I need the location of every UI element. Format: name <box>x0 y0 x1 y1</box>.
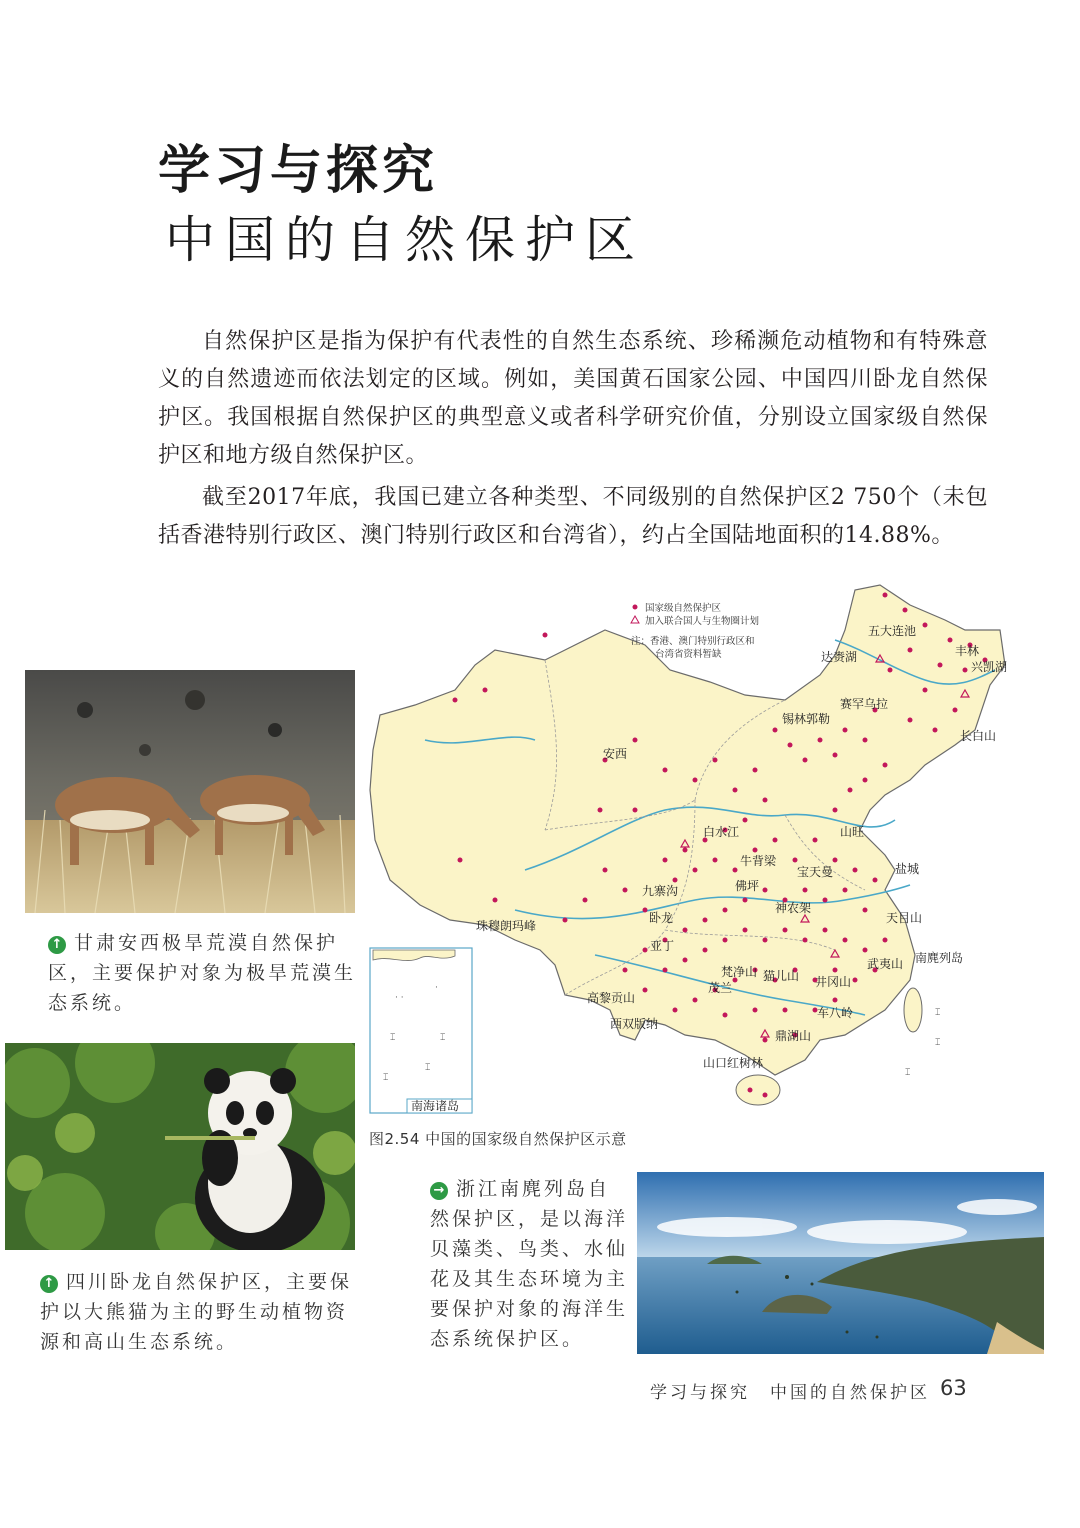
label-baotianman: 宝天曼 <box>797 865 834 879</box>
page-subtitle: 中国的自然保护区 <box>165 211 645 269</box>
label-yancheng: 盐城 <box>895 862 920 876</box>
intro-paragraph: 自然保护区是指为保护有代表性的自然生态系统、珍稀濒危动植物和有特殊意义的自然遗迹而依法划定的区域。例如，美国黄石国家公园、中国四川卧龙自然保护区。我国根据自然保护区的典型意义或者科学研究价值，分别设立国家级自然保护区和地方级自然保护区。 <box>158 329 988 468</box>
label-dinghushan: 鼎湖山 <box>775 1029 812 1043</box>
label-xilinguole: 锡林郭勒 <box>782 712 831 726</box>
south-china-sea-inset <box>370 948 472 1113</box>
label-wuyishan: 武夷山 <box>867 957 904 971</box>
svg-text:⌶: ⌶ <box>425 1063 431 1073</box>
label-chebaling: 车八岭 <box>817 1006 854 1020</box>
label-shanwang: 山旺 <box>840 825 865 839</box>
hainan-shape <box>736 1075 780 1105</box>
wolong-panda-photo <box>5 1043 355 1250</box>
svg-text:⌶: ⌶ <box>935 1008 941 1018</box>
label-wolong: 卧龙 <box>649 911 674 925</box>
nanji-caption: → 浙江南麂列岛自然保护区，是以海洋贝藻类、鸟类、水仙花及其生态环境为主要保护对象的海洋生态系统保护区。 <box>430 1178 629 1350</box>
label-maoershan: 猫儿山 <box>763 969 800 983</box>
legend-mab: 加入联合国人与生物圈计划 <box>645 616 760 627</box>
label-xishuangbanna: 西双版纳 <box>610 1017 659 1031</box>
arrow-right-icon: → <box>430 1182 448 1200</box>
label-wudalianchi: 五大连池 <box>868 624 917 638</box>
label-maolan: 茂兰 <box>708 981 733 995</box>
inset-label: 南海诸岛 <box>411 1099 460 1113</box>
arrow-up-icon: ↑ <box>40 1275 58 1293</box>
label-changbaishan: 长白山 <box>960 729 997 743</box>
arrow-up-icon: ↑ <box>48 936 66 954</box>
svg-text:⌶: ⌶ <box>440 1033 446 1043</box>
svg-text:· ·: · · <box>395 993 404 1003</box>
legend-note-2: 台湾省资料暂缺 <box>655 649 722 660</box>
legend-national: 国家级自然保护区 <box>645 603 722 614</box>
label-niubeiliang: 牛背梁 <box>740 854 777 868</box>
svg-text:·: · <box>435 983 438 993</box>
label-baishuijiang: 白水江 <box>703 825 740 839</box>
label-shennongjia: 神农架 <box>775 901 812 915</box>
svg-text:⌶: ⌶ <box>935 1038 941 1048</box>
svg-text:⌶: ⌶ <box>383 1073 389 1083</box>
figure-caption: 图2.54 中国的国家级自然保护区示意 <box>369 1130 627 1148</box>
label-anxi: 安西 <box>603 747 628 761</box>
label-fenglin: 丰林 <box>955 644 980 658</box>
svg-text:⌶: ⌶ <box>390 1033 396 1043</box>
label-jiuzhaigou: 九寨沟 <box>642 884 679 898</box>
legend-note-1: 注：香港、澳门特别行政区和 <box>631 636 755 647</box>
label-jinggangshan: 井冈山 <box>815 975 852 989</box>
label-yading: 亚丁 <box>650 939 675 953</box>
label-foping: 佛坪 <box>735 879 760 893</box>
anxi-caption: ↑ 甘肃安西极旱荒漠自然保护区，主要保护对象为极旱荒漠生态系统。 <box>48 932 357 1014</box>
label-xingkaihu: 兴凯湖 <box>971 660 1008 674</box>
label-tianmushan: 天目山 <box>886 911 923 925</box>
china-nature-reserve-map <box>365 570 1055 1115</box>
label-nanjiliedao: 南麂列岛 <box>915 951 964 965</box>
label-zhumulangma: 珠穆朗玛峰 <box>476 919 537 933</box>
wolong-caption: ↑ 四川卧龙自然保护区，主要保护以大熊猫为主的野生动植物资源和高山生态系统。 <box>40 1271 353 1353</box>
page-number: 63 <box>940 1376 967 1400</box>
label-shankouhongshulin: 山口红树林 <box>703 1056 764 1070</box>
page-footer: 学习与探究 中国的自然保护区 <box>650 1383 930 1403</box>
label-saihanwula: 赛罕乌拉 <box>840 697 889 711</box>
page-title: 学习与探究 <box>158 141 439 201</box>
nanji-islands-photo <box>637 1172 1044 1354</box>
label-dalainuoer: 达赉湖 <box>821 650 858 664</box>
anxi-horses-photo <box>25 670 355 913</box>
label-fanjingshan: 梵净山 <box>721 965 758 979</box>
statistics-paragraph: 截至2017年底，我国已建立各种类型、不同级别的自然保护区2 750个（未包括香港特别行政区、澳门特别行政区和台湾省），约占全国陆地面积的14.88%。 <box>158 485 988 548</box>
svg-text:⌶: ⌶ <box>905 1068 911 1078</box>
label-gaoligongshan: 高黎贡山 <box>587 991 636 1005</box>
